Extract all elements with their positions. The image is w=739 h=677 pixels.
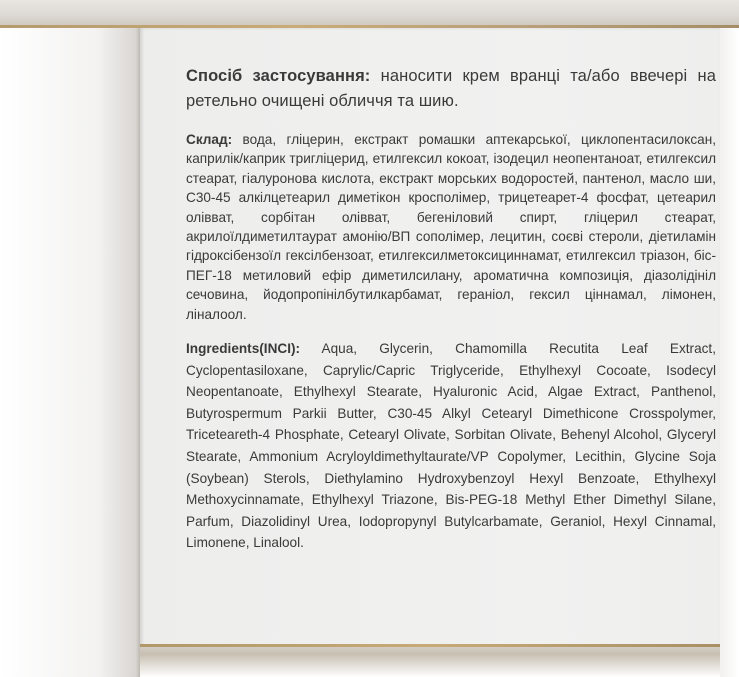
composition-text: вода, гліцерин, екстракт ромашки аптекарської, циклопентасилоксан, каприлік/каприк тригліцерид, етилгексил кокоат, ізодецил неопентаноат, етилгексил стеарат, гіалуронова кислота, екстракт морських водоростей, пантенол, масло ши, С30-45 алкілцетеарил диметікон кросполімер, трицетеарет-4 фосфат, цетеарил олівват, сорбітан олівват, бегеніловий спирт, гліцерил стеарат, акрилоїлдиметилтаурат амонію/ВП сополімер, лецитин, соєві стероли, діетиламін гідроксібензоїл гексілбензоат, етилгексилметоксициннамат, етилгексил тріазон, біс-ПЕГ-18 метиловий ефір диметилсилану, ароматична композиція, діазолідініл сечовина, йодопропінілбутилкарбамат, геранiол, гексил ціннамал, лімонен, ліналоол. (186, 132, 716, 322)
box-left-side (0, 0, 140, 677)
composition-paragraph (186, 130, 716, 324)
ingredients-text: Aqua, Glycerin, Chamomilla Recutita Leaf Extract, Cyclopentasiloxane, Caprylic/Capric Triglyceride, Ethylhexyl Cocoate, Isodecyl Neopentanoate, Ethylhexyl Stearate, Hyaluronic Acid, Algae Extract, Panthenol, Butyrospermum Parkii Butter, C30-45 Alkyl Cetearyl Dimethicone Crosspolymer, Triceteareth-4 Phosphate, Cetearyl Olivate, Sorbitan Olivate, Behenyl Alcohol, Glyceryl Stearate, Ammonium Acryloyldimethyltaurate/VP Copolymer, Lecithin, Glycine Soja (Soybean) Sterols, Diethylamino Hydroxybenzoyl Hexyl Benzoate, Ethylhexyl Methoxycinnamate, Ethylhexyl Triazone, Bis-PEG-18 Methyl Ether Dimethyl Silane, Parfum, Diazolidinyl Urea, Iodopropynyl Butylcarbamate, Geraniol, Hexyl Cinnamal, Limonene, Linalool. (186, 341, 716, 551)
box-lid-edge (0, 0, 739, 28)
usage-paragraph (186, 64, 716, 114)
ingredients-label: Ingredients(INCI): (186, 341, 301, 357)
box-right-side (719, 0, 739, 677)
composition-label: Склад: (186, 132, 233, 147)
usage-text: наносити крем вранці та/або ввечері на ретельно очищені обличчя та шию. (186, 67, 716, 110)
ingredients-paragraph (186, 338, 716, 554)
usage-label: Спосіб застосування: (186, 67, 371, 85)
label-text-block (186, 64, 716, 570)
box-bottom-edge (140, 644, 720, 677)
